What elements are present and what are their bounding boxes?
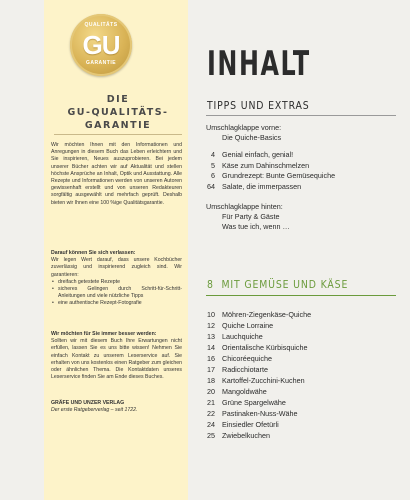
section-tipps-title: TIPPS UND EXTRAS	[207, 99, 310, 112]
extras-entry-page-number: 6	[211, 171, 215, 180]
recipe-entry-title[interactable]: Quiche Lorraine	[222, 321, 274, 330]
seal-top-text: QUALITÄTS	[84, 22, 118, 28]
toc-title: INHALT	[207, 44, 311, 84]
panel-rely-section	[51, 250, 182, 308]
recipe-entry-title[interactable]: Kartoffel-Zucchini-Kuchen	[222, 376, 305, 385]
recipe-entry-page-number: 22	[207, 409, 215, 418]
better-text: Sollten wir mit diesem Buch Ihre Erwartungen nicht erfüllen, lassen Sie es uns bitte wissen! Nehmen Sie einfach Kontakt zu unserem Leserservice auf. Sie erhalten von uns kostenlos einen Ratgeber zum gleichen oder ähnlichen Thema. Die Kontaktdaten unseres Leserservice finden Sie am Ende dieses Buches.	[51, 338, 182, 381]
section-gemuese-label: MIT GEMÜSE UND KÄSE	[221, 278, 349, 291]
panel-intro: Wir möchten Ihnen mit den Informationen und Anregungen in diesem Buch das Leben erleichtern und Sie inspirieren, Neues auszuprobieren. Bei jedem unserer Bücher achten wir auf Aktualität und stellen höchste Ansprüche an Inhalt, Optik und Ausstattung. Alle Rezepte und Informationen werden von unseren Autoren gewissenhaft erstellt und von unseren Redakteuren sorgfältig ausgewählt und mehrfach geprüft. Deshalb bieten wir Ihnen eine 100 %ige Qualitätsgarantie.	[51, 142, 182, 206]
extras-entry-page-number: 64	[207, 181, 215, 191]
publisher-block	[51, 400, 182, 414]
better-heading: Wir möchten für Sie immer besser werden:	[51, 331, 157, 337]
panel-intro-text	[51, 142, 182, 207]
recipe-entry-title[interactable]: Chicoréequiche	[222, 354, 272, 363]
section-gemuese-rule	[206, 295, 396, 296]
recipe-entry-page-number: 20	[207, 387, 215, 396]
flap-front-item: Die Quiche-Basics	[222, 133, 282, 142]
section-gemuese-number: 8	[207, 278, 214, 291]
extras-entry-title[interactable]: Salate, die immerpassen	[222, 181, 302, 191]
recipe-entry-page-number: 21	[207, 398, 215, 407]
panel-better-section	[51, 331, 182, 381]
recipe-entry-page-number: 16	[207, 354, 215, 363]
recipe-entry-title[interactable]: Mangoldwähe	[222, 387, 267, 396]
seal-bottom-text: GARANTIE	[85, 60, 117, 66]
extras-entry-title[interactable]: Käse zum Dahinschmelzen	[222, 160, 310, 170]
panel-title-line3: GARANTIE	[84, 120, 152, 131]
publisher-name: GRÄFE UND UNZER VERLAG	[51, 400, 125, 406]
extras-entry-title[interactable]: Genial einfach, genial!	[222, 150, 294, 159]
flap-back-label: Umschlagklappe hinten:	[206, 202, 283, 211]
recipe-entry-page-number: 18	[207, 376, 215, 385]
recipe-entry-page-number: 17	[207, 365, 215, 374]
guarantee-item: • sicheres Gelingen durch Schritt-für-Schritt-Anleitungen und viele nützliche Tipps	[51, 286, 182, 300]
guarantee-item: • dreifach getestete Rezepte	[51, 279, 182, 286]
recipe-entry-title[interactable]: Zwiebelkuchen	[222, 431, 270, 440]
recipe-entry-title[interactable]: Radicchiotarte	[222, 365, 268, 374]
extras-entry-page-number: 5	[211, 160, 215, 170]
panel-divider	[54, 134, 182, 135]
panel-title-line1: DIE	[106, 94, 130, 105]
gu-logo: GU	[82, 30, 120, 60]
flap-front-label: Umschlagklappe vorne:	[206, 123, 282, 132]
recipe-entry-page-number: 24	[207, 420, 215, 429]
recipe-entry-title[interactable]: Lauchquiche	[222, 332, 263, 341]
recipe-entry-page-number: 13	[207, 332, 215, 341]
rely-heading: Darauf können Sie sich verlassen:	[51, 250, 136, 256]
section-gemuese-title	[207, 278, 348, 291]
section-tipps-rule	[206, 115, 396, 116]
recipe-entry-page-number: 10	[207, 310, 215, 319]
rely-text: Wir legen Wert darauf, dass unsere Kochbücher zuverlässig und inspirierend zugleich sind. Wir garantieren:	[51, 257, 182, 278]
guarantee-item: • eine authentische Rezept-Fotografie	[51, 300, 182, 307]
recipe-entry-title[interactable]: Grüne Spargelwähe	[222, 398, 286, 407]
recipe-entry-title[interactable]: Möhren-Ziegenkäse-Quiche	[222, 310, 312, 319]
flap-back-item-2: Was tue ich, wenn …	[222, 222, 290, 231]
recipe-entry-page-number: 14	[207, 343, 215, 352]
publisher-tagline: Der erste Ratgeberverlag – seit 1722.	[51, 407, 138, 414]
guarantee-list	[51, 279, 182, 308]
recipe-entry-title[interactable]: Orientalische Kürbisquiche	[222, 343, 308, 352]
flap-back-item-1: Für Party & Gäste	[222, 212, 280, 221]
extras-entry-page-number: 4	[211, 150, 215, 159]
gu-quality-seal	[70, 14, 132, 76]
recipe-entry-title[interactable]: Einsiedler Ofetürli	[222, 420, 279, 429]
recipe-entry-page-number: 25	[207, 431, 215, 440]
extras-entry-title[interactable]: Grundrezept: Bunte Gemüsequiche	[222, 171, 336, 180]
panel-title-line2: GU-QUALITÄTS-	[67, 107, 169, 118]
recipe-entry-page-number: 12	[207, 321, 215, 330]
recipe-entry-title[interactable]: Pastinaken-Nuss-Wähe	[222, 409, 298, 418]
